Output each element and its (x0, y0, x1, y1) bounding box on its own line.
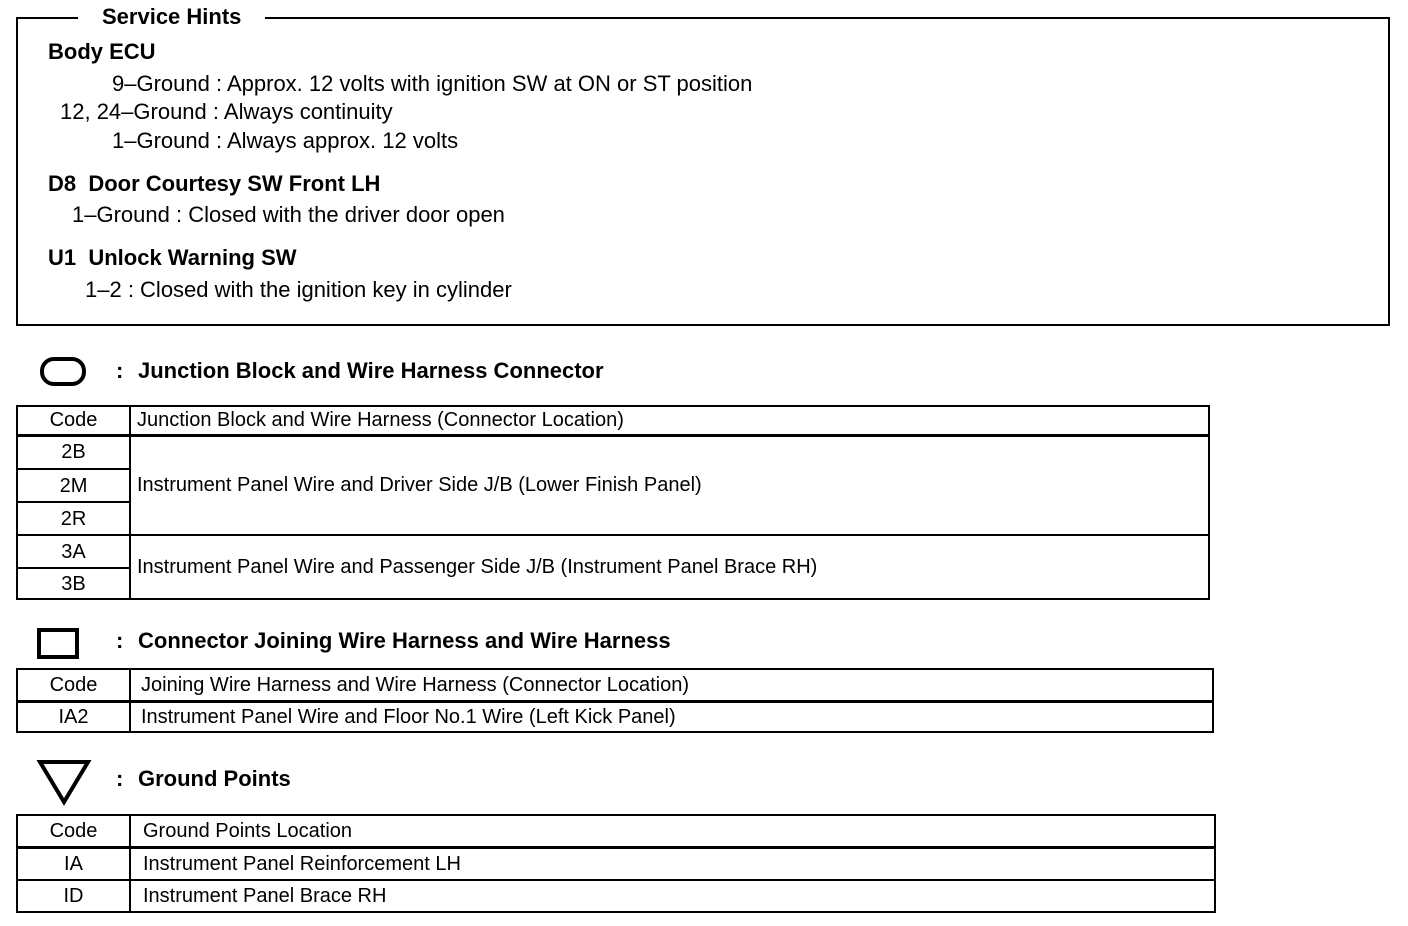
junction-block-title: Junction Block and Wire Harness Connector (138, 358, 604, 383)
ground-points-table (16, 814, 1216, 913)
location-header: Joining Wire Harness and Wire Harness (Connector Location) (130, 669, 1213, 701)
table-header-row (17, 815, 1215, 847)
hint-line: 1–Ground : Closed with the driver door open (72, 202, 505, 227)
code-header: Code (17, 815, 130, 847)
service-hints-title: Service Hints (78, 4, 265, 30)
code-header: Code (17, 406, 130, 435)
ground-points-title: Ground Points (138, 766, 291, 791)
table-header-row (17, 669, 1213, 701)
section-heading-u1: U1 Unlock Warning SW (48, 245, 297, 270)
code-cell: 2R (17, 502, 130, 535)
location-header: Junction Block and Wire Harness (Connector Location) (130, 406, 1209, 435)
hint-line: 12, 24–Ground : Always continuity (60, 99, 393, 124)
junction-block-table (16, 405, 1210, 600)
rounded-rectangle-icon (36, 354, 88, 390)
legend-colon: : (116, 766, 124, 791)
legend-colon: : (116, 628, 124, 653)
code-cell: IA (17, 847, 130, 880)
code-cell: 2M (17, 469, 130, 502)
location-cell: Instrument Panel Wire and Driver Side J/B (Lower Finish Panel) (130, 435, 1209, 535)
code-cell: IA2 (17, 701, 130, 732)
location-cell: Instrument Panel Reinforcement LH (130, 847, 1215, 880)
code-cell: 3A (17, 535, 130, 568)
table-header-row (17, 406, 1209, 435)
code-header: Code (17, 669, 130, 701)
table-row (17, 847, 1215, 880)
joining-connector-table (16, 668, 1214, 733)
section-heading-d8: D8 Door Courtesy SW Front LH (48, 171, 381, 196)
location-header: Ground Points Location (130, 815, 1215, 847)
location-cell: Instrument Panel Wire and Passenger Side J/B (Instrument Panel Brace RH) (130, 535, 1209, 599)
hint-line: 1–Ground : Always approx. 12 volts (112, 128, 459, 153)
code-cell: 3B (17, 568, 130, 599)
hint-line: 9–Ground : Approx. 12 volts with ignition SW at ON or ST position (112, 71, 753, 96)
location-cell: Instrument Panel Brace RH (130, 880, 1215, 912)
triangle-down-icon (36, 758, 96, 808)
table-row (17, 535, 1209, 568)
joining-connector-title: Connector Joining Wire Harness and Wire Harness (138, 628, 671, 653)
rectangle-icon (36, 624, 88, 660)
table-row (17, 880, 1215, 912)
hint-line: 1–2 : Closed with the ignition key in cylinder (85, 277, 512, 302)
code-cell: 2B (17, 435, 130, 469)
table-row (17, 435, 1209, 469)
location-cell: Instrument Panel Wire and Floor No.1 Wire (Left Kick Panel) (130, 701, 1213, 732)
table-row (17, 701, 1213, 732)
legend-colon: : (116, 358, 124, 383)
section-heading-body-ecu: Body ECU (48, 39, 156, 64)
code-cell: ID (17, 880, 130, 912)
